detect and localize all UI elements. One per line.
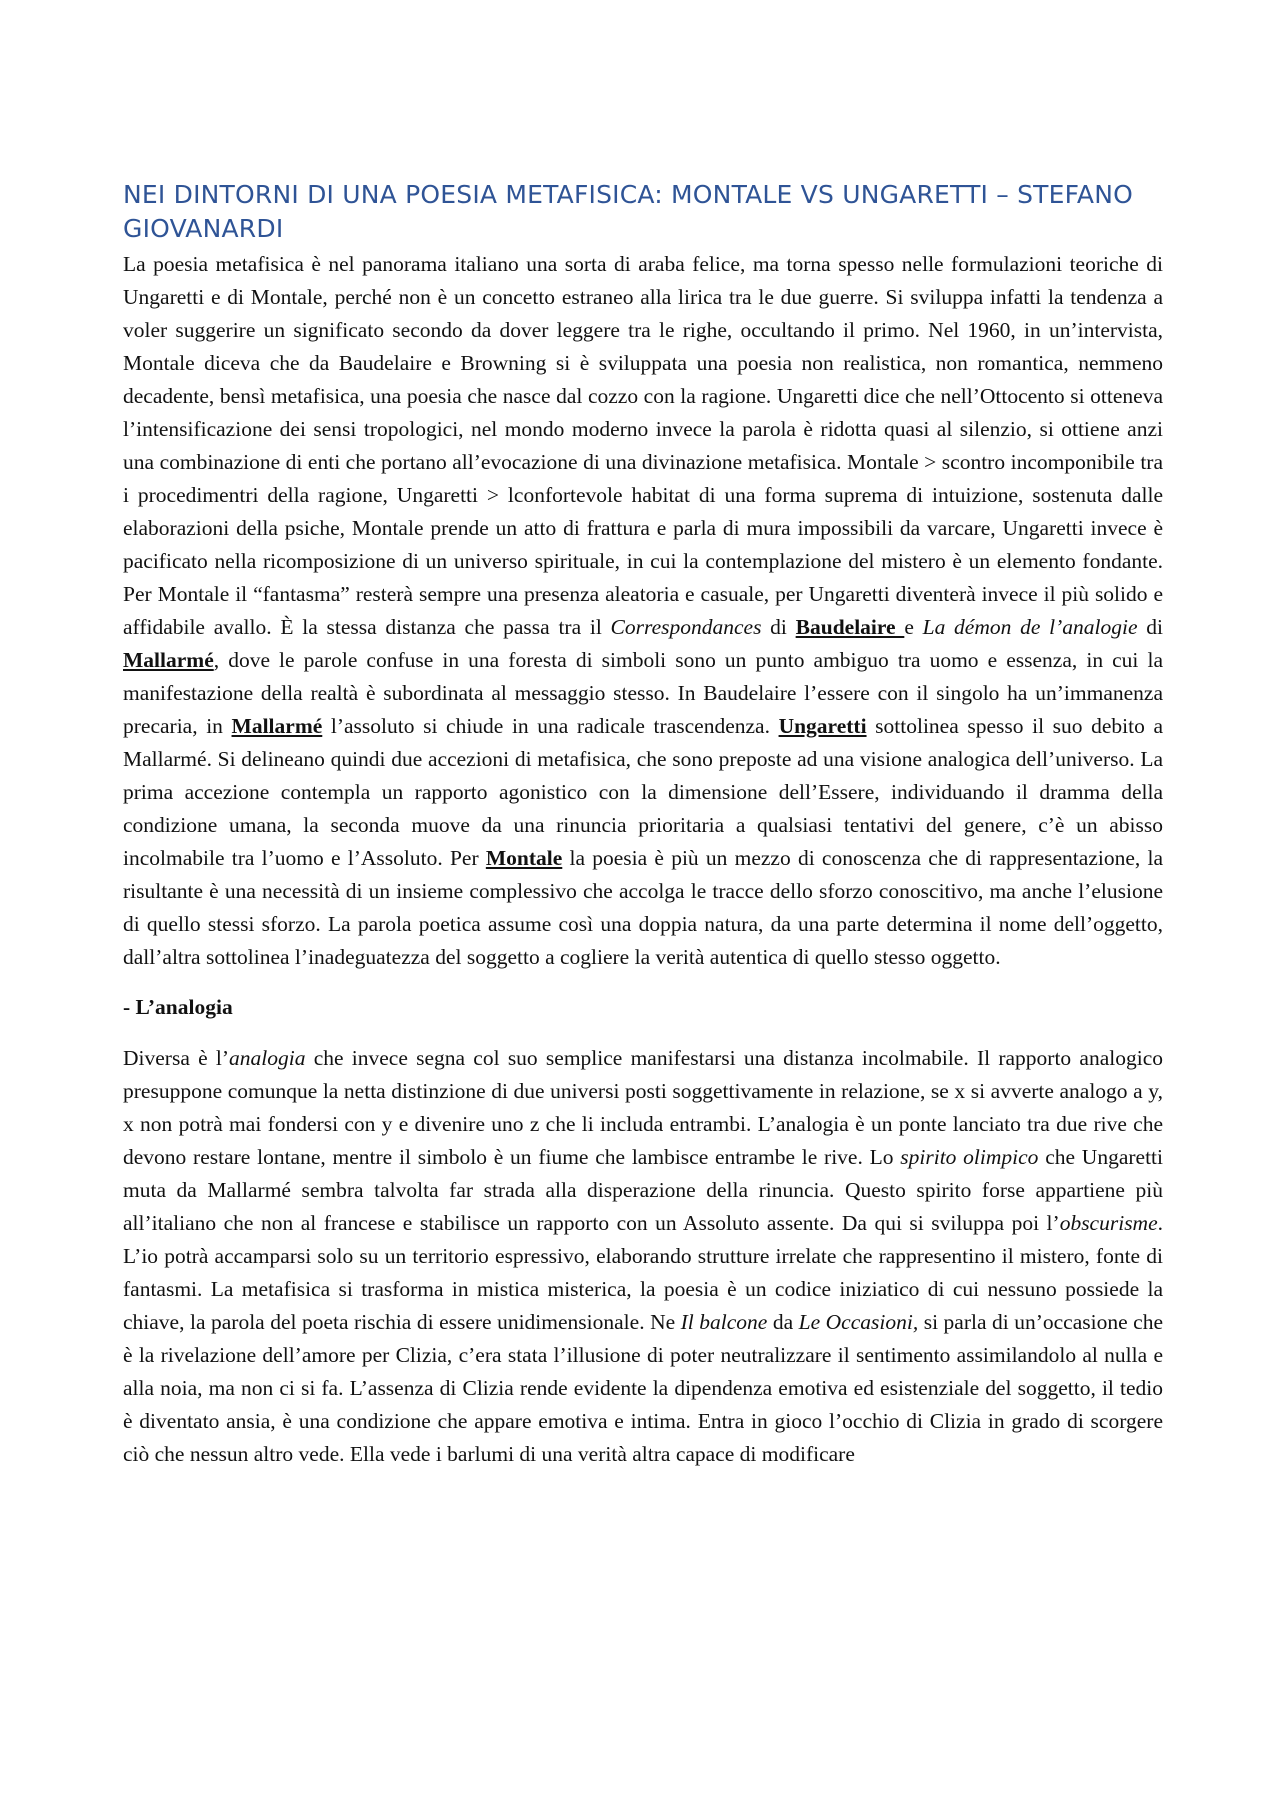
- italic-spirito-olimpico: spirito olimpico: [900, 1145, 1039, 1169]
- text-run: di: [761, 615, 796, 639]
- text-run: e: [904, 615, 923, 639]
- text-run: La poesia metafisica è nel panorama italiano una sorta di araba felice, ma torna spesso nelle formulazioni teoriche di Ungaretti e di Montale, perché non è un concetto estraneo alla lirica tra le due guerre. Si sviluppa infatti la tendenza a voler suggerire un significato secondo da dover leggere tra le righe, occultando il primo. Nel 1960, in un’intervista, Montale diceva che da Baudelaire e Browning si è sviluppata una poesia non realistica, non romantica, nemmeno decadente, bensì metafisica, una poesia che nasce dal cozzo con la ragione. Ungaretti dice che nell’Ottocento si otteneva l’intensificazione dei sensi tropologici, nel mondo moderno invece la parola è ridotta quasi al silenzio, si ottiene anzi una combinazione di enti che portano all’evocazione di una divinazione metafisica. Montale > scontro incomponibile tra i procedimentri della ragione, Ungaretti > lconfortevole habitat di una forma suprema di intuizione, sostenuta dalle elaborazioni della psiche, Montale prende un atto di frattura e parla di mura impossibili da varcare, Ungaretti invece è pacificato nella ricomposizione di un universo spirituale, in cui la contemplazione del mistero è un elemento fondante. Per Montale il “fantasma” resterà sempre una presenza aleatoria e casuale, per Ungaretti diventerà invece il più solido e affidabile avallo. È la stessa distanza che passa tra il: [123, 252, 1163, 639]
- text-run: la poesia è più un mezzo di conoscenza che di rappresentazione, la risultante è una necessità di un insieme complessivo che accolga le tracce dello sforzo conoscitivo, ma anche l’elusione di quello stessi sforzo. La parola poetica assume così una doppia natura, da una parte determina il nome dell’oggetto, dall’altra sottolinea l’inadeguatezza del soggetto a cogliere la verità autentica di quello stesso oggetto.: [123, 846, 1164, 969]
- text-run: . L’io potrà accamparsi solo su un territorio espressivo, elaborando strutture irrelate che rappresentino il mistero, fonte di fantasmi. La metafisica si trasforma in mistica misterica, la poesia è un codice iniziatico di cui nessuno possiede la chiave, la parola del poeta rischia di essere unidimensionale. Ne: [123, 1211, 1163, 1334]
- section-heading-analogia: - L’analogia: [123, 995, 233, 1019]
- italic-il-balcone: Il balcone: [680, 1310, 768, 1334]
- paragraph-intro: [123, 248, 1163, 974]
- text-run: che invece segna col suo semplice manifestarsi una distanza incolmabile. Il rapporto analogico presuppone comunque la netta distinzione di due universi posti soggettivamente in relazione, se x si avverte analogo a y, x non potrà mai fondersi con y e divenire uno z che li includa entrambi. L’analogia è un ponte lanciato tra due rive che devono restare lontane, mentre il simbolo è un fiume che lambisce entrambe le rive. Lo: [123, 1046, 1163, 1169]
- text-run: si parla di un’occasione che è la rivelazione dell’amore per Clizia, c’era stata l’illusione di poter neutralizzare il sentimento assimilandolo al nulla e alla noia, ma non ci si fa. L’assenza di Clizia rende evidente la dipendenza emotiva ed esistenziale del soggetto, il tedio è diventato ansia, è una condizione che appare emotiva e intima. Entra in gioco l’occhio di Clizia in grado di scorgere ciò che nessun altro vede. Ella vede i barlumi di una verità altra capace di modificare: [123, 1310, 1163, 1466]
- text-run: che Ungaretti muta da Mallarmé sembra talvolta far strada alla disperazione della rinuncia. Questo spirito forse appartiene più all’italiano che non al francese e stabilisce un rapporto con un Assoluto assente. Da qui si sviluppa poi l’: [123, 1145, 1163, 1235]
- italic-title-demon-analogie: La démon de l’analogie: [922, 615, 1138, 639]
- text-run: l’assoluto si chiude in una radicale trascendenza.: [322, 714, 779, 738]
- text-run: da: [767, 1310, 799, 1334]
- italic-title-correspondances: Correspondances: [610, 615, 762, 639]
- document-title: NEI DINTORNI DI UNA POESIA METAFISICA: MONTALE VS UNGARETTI – STEFANO GIOVANARDI: [123, 180, 1134, 243]
- text-run: , dove le parole confuse in una foresta di simboli sono un punto ambiguo tra uomo e essenza, in cui la manifestazione della realtà è subordinata al messaggio stesso. In Baudelaire l’essere con il singolo ha un’immanenza precaria, in: [123, 648, 1163, 738]
- link-ungaretti[interactable]: Ungaretti: [778, 714, 867, 738]
- link-mallarme-2[interactable]: Mallarmé: [231, 714, 323, 738]
- text-run: Diversa è l’: [123, 1046, 230, 1070]
- paragraph-analogia: [123, 1042, 1163, 1471]
- text-run: di: [1137, 615, 1163, 639]
- italic-analogia: analogia: [229, 1046, 306, 1070]
- link-montale[interactable]: Montale: [485, 846, 563, 870]
- text-run: sottolinea spesso il suo debito a Mallarmé. Si delineano quindi due accezioni di metafisica, che sono preposte ad una visione analogica dell’universo. La prima accezione contempla un rapporto agonistico con la dimensione dell’Essere, individuando il dramma della condizione umana, la seconda muove da una rinuncia prioritaria a qualsiasi tentativi del genere, c’è un abisso incolmabile tra l’uomo e l’Assoluto. Per: [123, 714, 1164, 870]
- link-mallarme[interactable]: Mallarmé: [123, 648, 214, 672]
- italic-obscurisme: obscurisme: [1059, 1211, 1158, 1235]
- link-baudelaire[interactable]: Baudelaire: [795, 615, 905, 639]
- italic-le-occasioni: Le Occasioni,: [798, 1310, 919, 1334]
- document-page: [123, 178, 1163, 1471]
